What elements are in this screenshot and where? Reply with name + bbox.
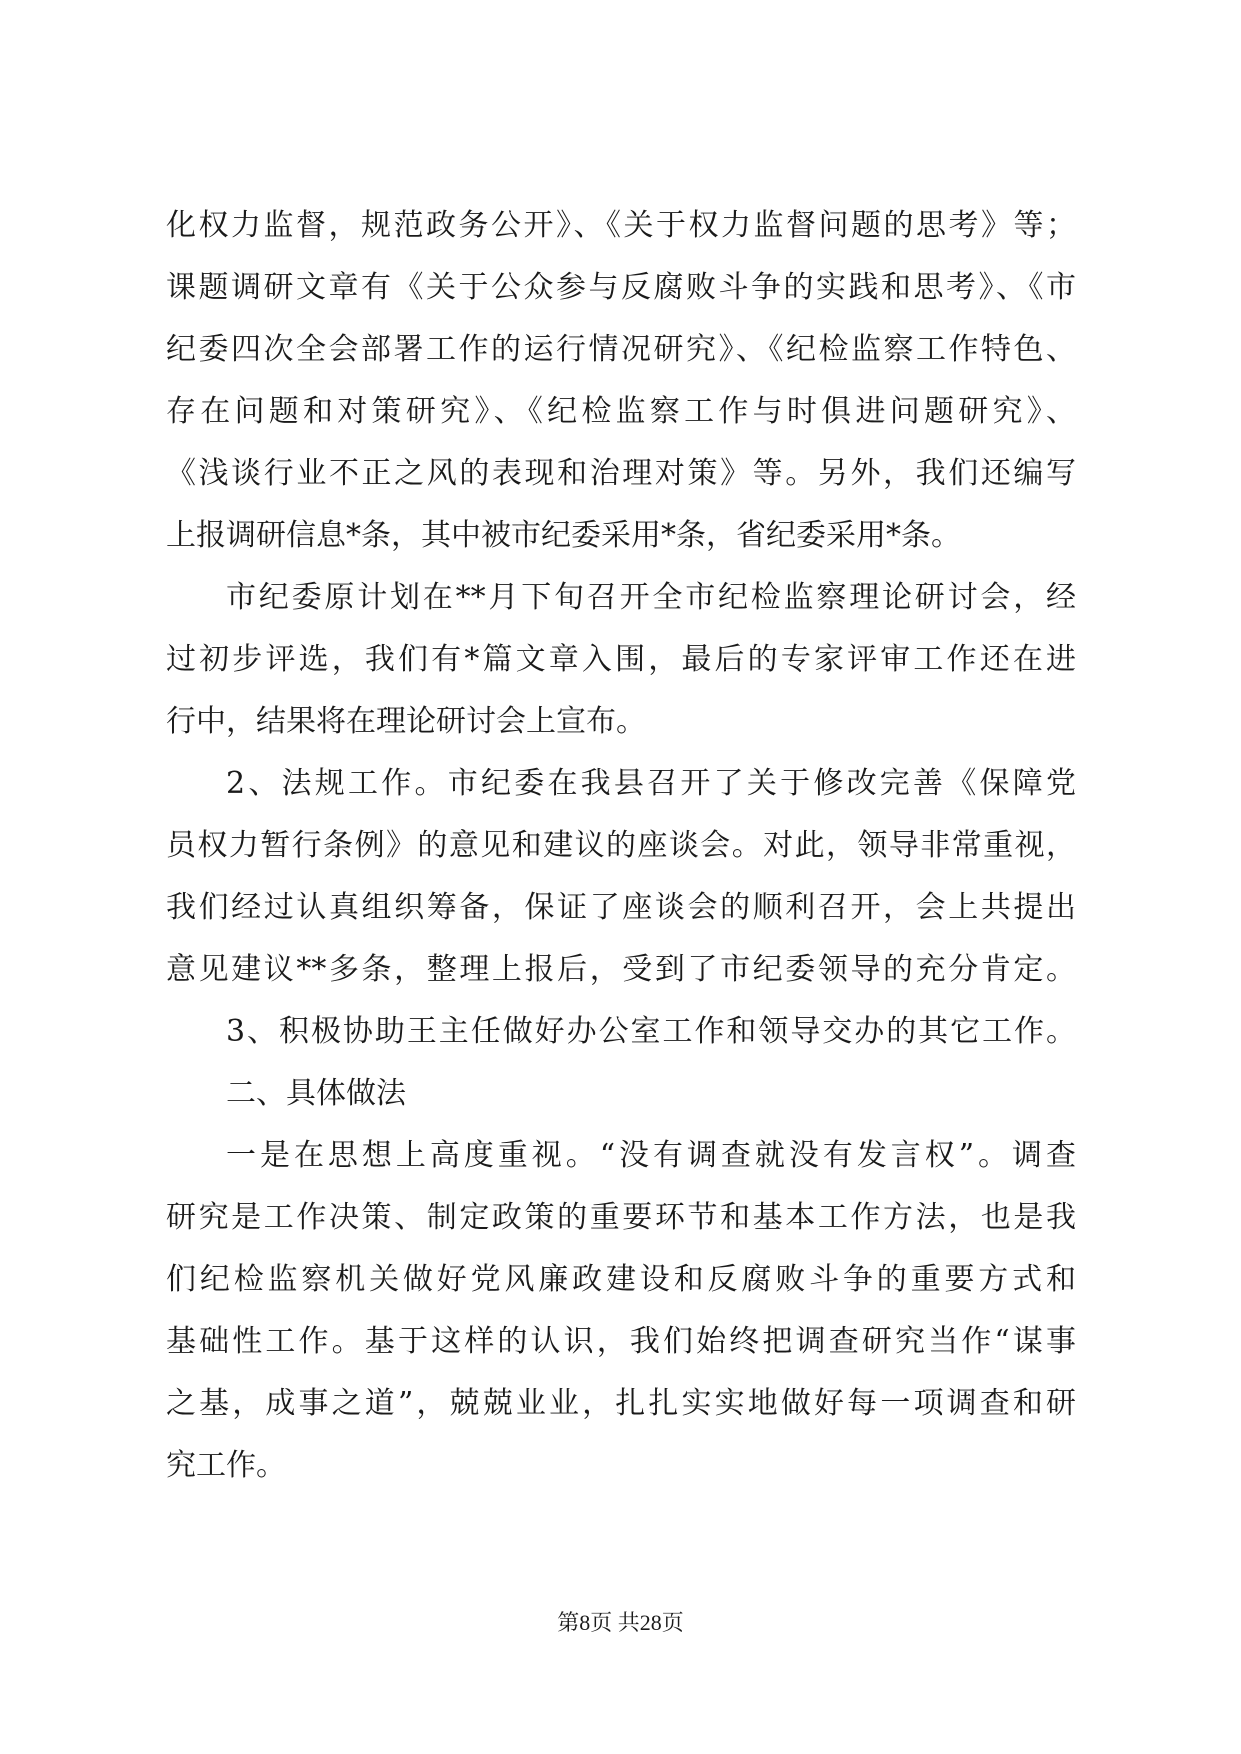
- text-line: 之基，成事之道”，兢兢业业，扎扎实实地做好每一项调查和研: [166, 1386, 1076, 1421]
- text-line: 研究是工作决策、制定政策的重要环节和基本工作方法，也是我: [166, 1200, 1076, 1235]
- section-heading: 二、具体做法: [226, 1076, 406, 1111]
- text-line: 《浅谈行业不正之风的表现和治理对策》等。另外，我们还编写: [166, 456, 1076, 491]
- text-line: 存在问题和对策研究》、《纪检监察工作与时俱进问题研究》、: [166, 394, 1076, 429]
- text-line: 基础性工作。基于这样的认识，我们始终把调查研究当作“谋事: [166, 1324, 1076, 1359]
- text-line: 究工作。: [166, 1448, 286, 1483]
- text-line: 意见建议**多条，整理上报后，受到了市纪委领导的充分肯定。: [166, 952, 1076, 987]
- paragraph-first-line: 市纪委原计划在**月下旬召开全市纪检监察理论研讨会，经: [226, 580, 1076, 615]
- paragraph-first-line: 2、法规工作。市纪委在我县召开了关于修改完善《保障党: [226, 766, 1076, 801]
- text-line: 上报调研信息*条，其中被市纪委采用*条，省纪委采用*条。: [166, 518, 961, 553]
- text-line: 过初步评选，我们有*篇文章入围，最后的专家评审工作还在进: [166, 642, 1076, 677]
- page-footer: 第8页 共28页: [557, 1610, 684, 1635]
- paragraph-first-line: 一是在思想上高度重视。“没有调查就没有发言权”。调查: [226, 1138, 1076, 1173]
- text-line: 员权力暂行条例》的意见和建议的座谈会。对此，领导非常重视，: [166, 828, 1076, 863]
- text-line: 化权力监督，规范政务公开》、《关于权力监督问题的思考》等；: [166, 208, 1076, 243]
- text-line: 们纪检监察机关做好党风廉政建设和反腐败斗争的重要方式和: [166, 1262, 1076, 1297]
- text-line: 课题调研文章有《关于公众参与反腐败斗争的实践和思考》、《市: [166, 270, 1076, 305]
- text-line: 行中，结果将在理论研讨会上宣布。: [166, 704, 646, 739]
- paragraph-first-line: 3、积极协助王主任做好办公室工作和领导交办的其它工作。: [226, 1014, 1076, 1049]
- text-line: 纪委四次全会部署工作的运行情况研究》、《纪检监察工作特色、: [166, 332, 1076, 367]
- text-line: 我们经过认真组织筹备，保证了座谈会的顺利召开，会上共提出: [166, 890, 1076, 925]
